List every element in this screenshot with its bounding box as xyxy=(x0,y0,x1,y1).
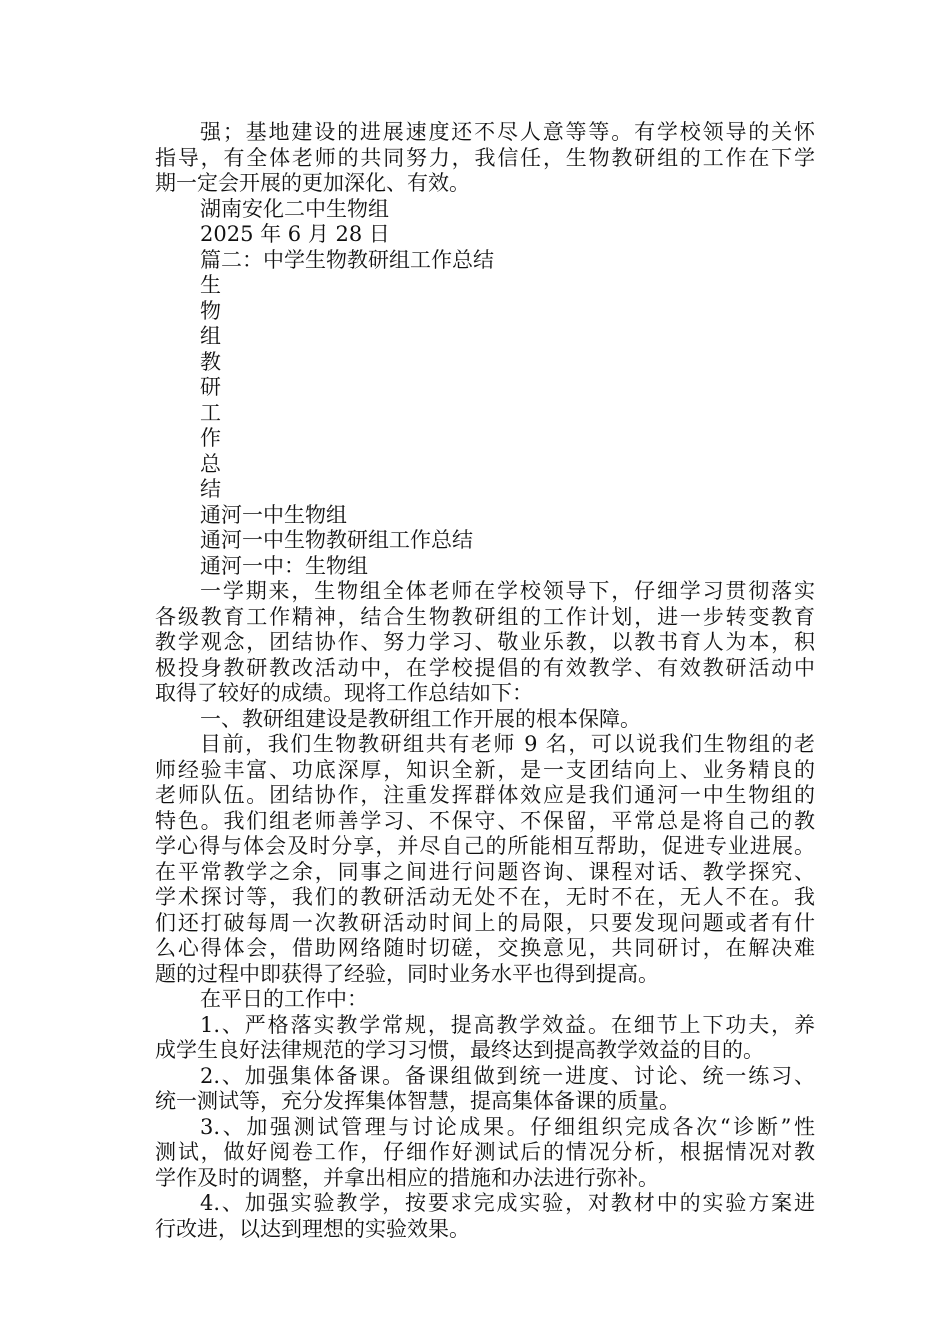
text-line: 生 xyxy=(200,273,221,297)
text-line: 目前，我们生物教研组共有老师 9 名，可以说我们生物组的老 xyxy=(200,732,815,756)
text-line: 成学生良好法律规范的学习习惯，最终达到提高教学效益的目的。 xyxy=(155,1038,764,1062)
text-line: 在平日的工作中： xyxy=(200,987,368,1011)
text-line: 么心得体会，借助网络随时切磋，交换意见，共同研讨，在解决难 xyxy=(155,936,815,960)
text-line: 2.、加强集体备课。备课组做到统一进度、讨论、统一练习、 xyxy=(200,1063,815,1088)
text-line: 篇二：中学生物教研组工作总结 xyxy=(200,247,494,272)
text-line: 取得了较好的成绩。现将工作总结如下： xyxy=(155,681,533,705)
text-line: 统一测试等，充分发挥集体智慧，提高集体备课的质量。 xyxy=(155,1089,680,1113)
text-line: 总 xyxy=(200,451,221,476)
text-line: 研 xyxy=(200,375,221,399)
text-line: 们还打破每周一次教研活动时间上的局限，只要发现问题或者有什 xyxy=(155,910,815,935)
text-line: 通河一中：生物组 xyxy=(200,553,368,578)
text-line: 强；基地建设的进展速度还不尽人意等等。有学校领导的关怀 xyxy=(200,120,815,144)
text-line: 期一定会开展的更加深化、有效。 xyxy=(155,171,470,195)
text-line: 物 xyxy=(200,298,221,323)
text-line: 一学期来，生物组全体老师在学校领导下，仔细学习贯彻落实 xyxy=(200,579,815,603)
text-line: 2025 年 6 月 28 日 xyxy=(200,222,390,246)
text-line: 一、教研组建设是教研组工作开展的根本保障。 xyxy=(200,706,641,731)
text-line: 老师队伍。团结协作，注重发挥群体效应是我们通河一中生物组的 xyxy=(155,783,815,807)
text-line: 教 xyxy=(200,349,221,374)
text-line: 题的过程中即获得了经验，同时业务水平也得到提高。 xyxy=(155,961,659,986)
text-line: 在平常教学之余，同事之间进行问题咨询、课程对话、教学探究、 xyxy=(155,859,815,884)
text-line: 特色。我们组老师善学习、不保守、不保留，平常总是将自己的教 xyxy=(155,808,815,833)
text-line: 极投身教研教改活动中，在学校提倡的有效教学、有效教研活动中 xyxy=(155,655,815,680)
text-line: 作 xyxy=(200,426,221,450)
text-line: 组 xyxy=(200,324,221,348)
text-line: 学作及时的调整，并拿出相应的措施和办法进行弥补。 xyxy=(155,1165,659,1190)
text-line: 4.、加强实验教学，按要求完成实验，对教材中的实验方案进 xyxy=(200,1191,815,1215)
text-line: 1.、严格落实教学常规，提高教学效益。在细节上下功夫，养 xyxy=(200,1012,815,1037)
text-line: 3.、加强测试管理与讨论成果。仔细组织完成各次“诊断”性 xyxy=(200,1114,815,1139)
text-line: 学心得与体会及时分享，并尽自己的所能相互帮助，促进专业进展。 xyxy=(155,834,815,858)
text-line: 通河一中生物组 xyxy=(200,502,347,527)
text-line: 教学观念，团结协作、努力学习、敬业乐教，以教书育人为本，积 xyxy=(155,630,815,654)
text-line: 学术探讨等，我们的教研活动无处不在，无时不在，无人不在。我 xyxy=(155,885,815,909)
text-line: 各级教育工作精神，结合生物教研组的工作计划，进一步转变教育 xyxy=(155,604,815,629)
text-line: 师经验丰富、功底深厚，知识全新，是一支团结向上、业务精良的 xyxy=(155,757,815,782)
text-line: 工 xyxy=(200,400,221,425)
text-line: 指导，有全体老师的共同努力，我信任，生物教研组的工作在下学 xyxy=(155,145,815,170)
text-line: 结 xyxy=(200,477,221,501)
document-body xyxy=(155,120,815,1242)
text-line: 湖南安化二中生物组 xyxy=(200,196,389,221)
text-line: 行改进，以达到理想的实验效果。 xyxy=(155,1216,470,1241)
text-line: 通河一中生物教研组工作总结 xyxy=(200,528,473,552)
text-line: 测试，做好阅卷工作，仔细作好测试后的情况分析，根据情况对教 xyxy=(155,1140,815,1164)
